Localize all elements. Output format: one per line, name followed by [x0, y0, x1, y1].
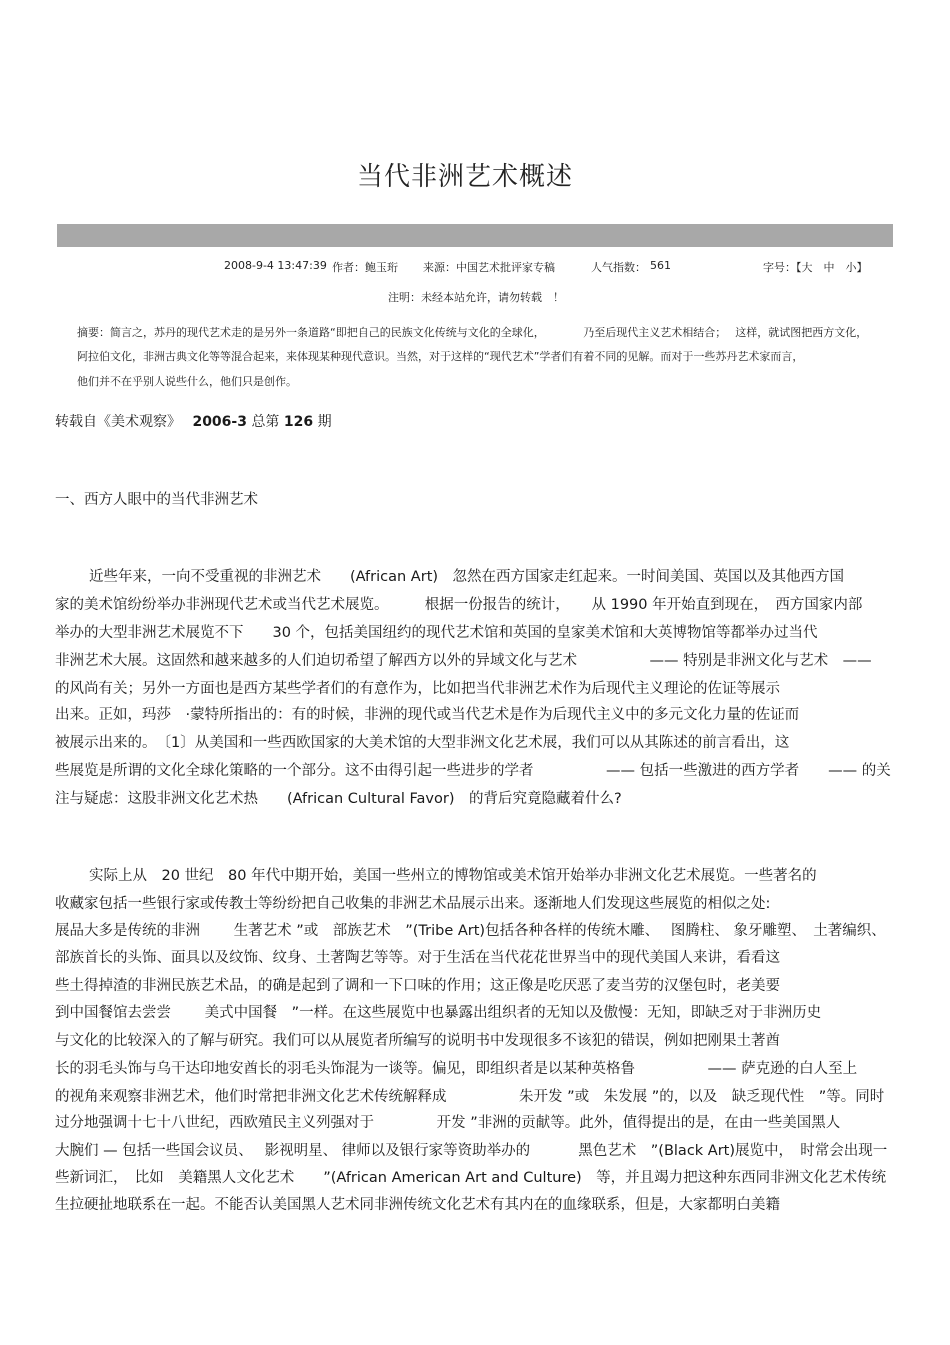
para1-line: 的风尚有关；另外一方面也是西方某些学者们的有意作为，比如把当代非洲艺术作为后现代主义理论的佐证等展示	[55, 681, 780, 697]
reprint-source	[55, 411, 332, 431]
font-size-switcher[interactable]: 字号：【大 中 小】	[763, 261, 868, 274]
meta-popularity-label: 人气指数：	[591, 261, 646, 274]
para1-line: 些展览是所谓的文化全球化策略的一个部分。这不由得引起一些进步的学者 —— 包括一些激进的西方学者 —— 的关	[55, 763, 891, 779]
para2-line: 收藏家包括一些银行家或传教士等纷纷把自己收集的非洲艺术品展示出来。逐渐地人们发现这些展览的相似之处:	[55, 896, 771, 912]
section-heading: 一、西方人眼中的当代非洲艺术	[55, 492, 258, 508]
para1-line: 家的美术馆纷纷举办非洲现代艺术或当代艺术展览。 根据一份报告的统计， 从 1990 年开始直到现在， 西方国家内部	[55, 597, 863, 613]
reprint-prefix: 转载自《美术观察》	[55, 414, 174, 430]
para2-line: 与文化的比较深入的了解与研究。我们可以从展览者所编写的说明书中发现很多不该犯的错误，例如把刚果土著酋	[55, 1033, 780, 1049]
para2-line: 些土得掉渣的非洲民族艺术品，的确是起到了调和一下口味的作用；这正像是吃厌恶了麦当劳的汉堡包时，老美要	[55, 978, 780, 994]
para2-line: 到中国餐馆去尝尝 美式中国餐 ”一样。在这些展览中也暴露出组织者的无知以及傲慢：无知，即缺乏对于非洲历史	[55, 1005, 822, 1021]
meta-popularity-value: 561	[650, 259, 671, 272]
para1-line: 出来。正如，玛莎 ·蒙特所指出的：有的时候，非洲的现代或当代艺术是作为后现代主义中的多元文化力量的佐证而	[55, 707, 800, 723]
abstract-line: 他们并不在乎别人说些什么，他们只是创作。	[77, 375, 297, 388]
para2-line: 长的羽毛头饰与乌干达印地安酋长的羽毛头饰混为一谈等。偏见，即组织者是以某种英格鲁 —— 萨克逊的白人至上	[55, 1061, 858, 1077]
para2-line: 实际上从 20 世纪 80 年代中期开始，美国一些州立的博物馆或美术馆开始举办非洲文化艺术展览。一些著名的	[89, 868, 817, 884]
meta-author: 作者：鲍玉珩	[332, 261, 398, 274]
para2-line: 部族首长的头饰、面具以及纹饰、纹身、土著陶艺等等。对于生活在当代花花世界当中的现代美国人来讲，看看这	[55, 950, 780, 966]
reprint-number: 126	[283, 414, 314, 430]
reprint-suffix: 期	[317, 414, 332, 430]
para1-line: 注与疑虑：这股非洲文化艺术热 (African Cultural Favor) 的背后究竟隐藏着什么?	[55, 791, 622, 807]
para2-line: 的视角来观察非洲艺术，他们时常把非洲文化艺术传统解释成 朱开发 ”或 朱发展 ”的，以及 缺乏现代性 ”等。同时	[55, 1089, 885, 1105]
meta-source: 来源：中国艺术批评家专稿	[423, 261, 555, 274]
reprint-mid: 总第	[251, 414, 280, 430]
abstract-line: 阿拉伯文化，非洲古典文化等等混合起来，来体现某种现代意识。当然，对于这样的“现代艺术”学者们有着不同的见解。而对于一些苏丹艺术家而言，	[77, 350, 804, 363]
para1-line: 举办的大型非洲艺术展览不下 30 个，包括美国纽约的现代艺术馆和英国的皇家美术馆和大英博物馆等都举办过当代	[55, 625, 818, 641]
para2-line: 展品大多是传统的非洲 生著艺术 ”或 部族艺术 ”(Tribe Art)包括各种各样的传统木雕、 图腾柱、 象牙雕塑、 土著编织、	[55, 923, 886, 939]
para2-line: 生拉硬扯地联系在一起。不能否认美国黑人艺术同非洲传统文化艺术有其内在的血缘联系，但是，大家都明白美籍	[55, 1197, 780, 1213]
meta-datetime: 2008-9-4 13:47:39	[224, 259, 327, 272]
copyright-note: 注明：未经本站允许，请勿转载 ！	[388, 291, 564, 304]
page-title: 当代非洲艺术概述	[356, 162, 573, 192]
para2-line: 大腕们 — 包括一些国会议员、 影视明星、 律师以及银行家等资助举办的 黑色艺术 ”(Black Art)展览中， 时常会出现一	[55, 1143, 888, 1159]
title-bar	[57, 224, 893, 247]
para2-line: 些新词汇， 比如 美籍黑人文化艺术 ”(African American Art and Culture) 等，并且竭力把这种东西同非洲文化艺术传统	[55, 1170, 887, 1186]
para1-line: 被展示出来的。 〔1〕从美国和一些西欧国家的大美术馆的大型非洲文化艺术展，我们可以从其陈述的前言看出，这	[55, 735, 790, 751]
para1-line: 非洲艺术大展。这固然和越来越多的人们迫切希望了解西方以外的异域文化与艺术 —— 特别是非洲文化与艺术 ——	[55, 653, 872, 669]
para2-line: 过分地强调十七十八世纪，西欧殖民主义列强对于 开发 ”非洲的贡献等。此外，值得提出的是，在由一些美国黑人	[55, 1115, 841, 1131]
reprint-issue: 2006-3	[192, 414, 247, 430]
para1-line: 近些年来，一向不受重视的非洲艺术 (African Art) 忽然在西方国家走红起来。一时间美国、英国以及其他西方国	[89, 569, 845, 585]
abstract-line: 摘要：简言之，苏丹的现代艺术走的是另外一条道路“即把自己的民族文化传统与文化的全球化， 乃至后现代主义艺术相结合； 这样，就试图把西方文化，	[77, 326, 868, 339]
